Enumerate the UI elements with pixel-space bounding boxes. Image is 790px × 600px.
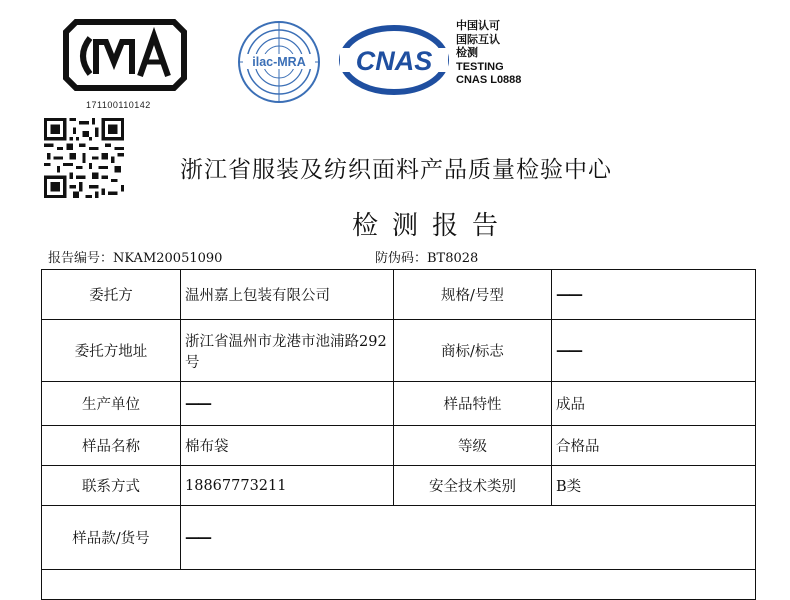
- cnas-logo: [338, 24, 450, 96]
- organization-name: 浙江省服装及纺织面料产品质量检验中心: [180, 157, 612, 183]
- field-label: 委托方地址: [42, 320, 181, 382]
- cnas-accreditation-text: [456, 20, 521, 88]
- svg-text:CNAS: CNAS: [355, 46, 433, 76]
- field-label: 规格/号型: [394, 270, 552, 320]
- table-row: [42, 426, 756, 466]
- field-value: [181, 506, 756, 570]
- cnas-line: 国际互认: [456, 33, 500, 46]
- svg-text:ilac-MRA: ilac-MRA: [252, 55, 306, 69]
- table-row: [42, 466, 756, 506]
- qr-code: [44, 117, 124, 199]
- field-label: 样品特性: [394, 382, 552, 426]
- cnas-line: CNAS L0888: [456, 74, 522, 86]
- field-value: [552, 270, 756, 320]
- table-row: [42, 270, 756, 320]
- field-label: 安全技术类别: [394, 466, 552, 506]
- cma-logo: [62, 18, 188, 92]
- field-value: 成品: [552, 382, 756, 426]
- anti-fake-code: 防伪码：BT8028: [375, 251, 479, 266]
- table-row: [42, 570, 756, 600]
- dash-value: ——: [556, 286, 581, 303]
- field-value: B类: [552, 466, 756, 506]
- field-value: 浙江省温州市龙港市池浦路292号: [181, 320, 394, 382]
- dash-value: ——: [185, 395, 210, 412]
- field-value: 18867773211: [181, 466, 394, 506]
- field-label: 等级: [394, 426, 552, 466]
- field-value: 棉布袋: [181, 426, 394, 466]
- cnas-line: 检测: [456, 47, 478, 59]
- cnas-line: 中国认可: [456, 20, 500, 32]
- ilac-mra-logo: [233, 18, 325, 106]
- field-label: 样品名称: [42, 426, 181, 466]
- field-label: 生产单位: [42, 382, 181, 426]
- dash-value: ——: [185, 529, 210, 546]
- empty-cell: [42, 570, 756, 600]
- field-label: 样品款/货号: [42, 506, 181, 570]
- report-info-table: [41, 269, 756, 600]
- field-label: 委托方: [42, 270, 181, 320]
- field-value: [552, 320, 756, 382]
- field-value: 合格品: [552, 426, 756, 466]
- table-row: [42, 506, 756, 570]
- cma-number: 171100110142: [86, 100, 151, 110]
- field-label: 商标/标志: [394, 320, 552, 382]
- table-row: [42, 320, 756, 382]
- report-title: 检测报告: [352, 211, 513, 241]
- report-number: 报告编号：NKAM20051090: [48, 251, 223, 266]
- field-value: 温州嘉上包装有限公司: [181, 270, 394, 320]
- table-row: [42, 382, 756, 426]
- field-label: 联系方式: [42, 466, 181, 506]
- cnas-line: TESTING: [456, 60, 504, 73]
- dash-value: ——: [556, 342, 581, 359]
- field-value: [181, 382, 394, 426]
